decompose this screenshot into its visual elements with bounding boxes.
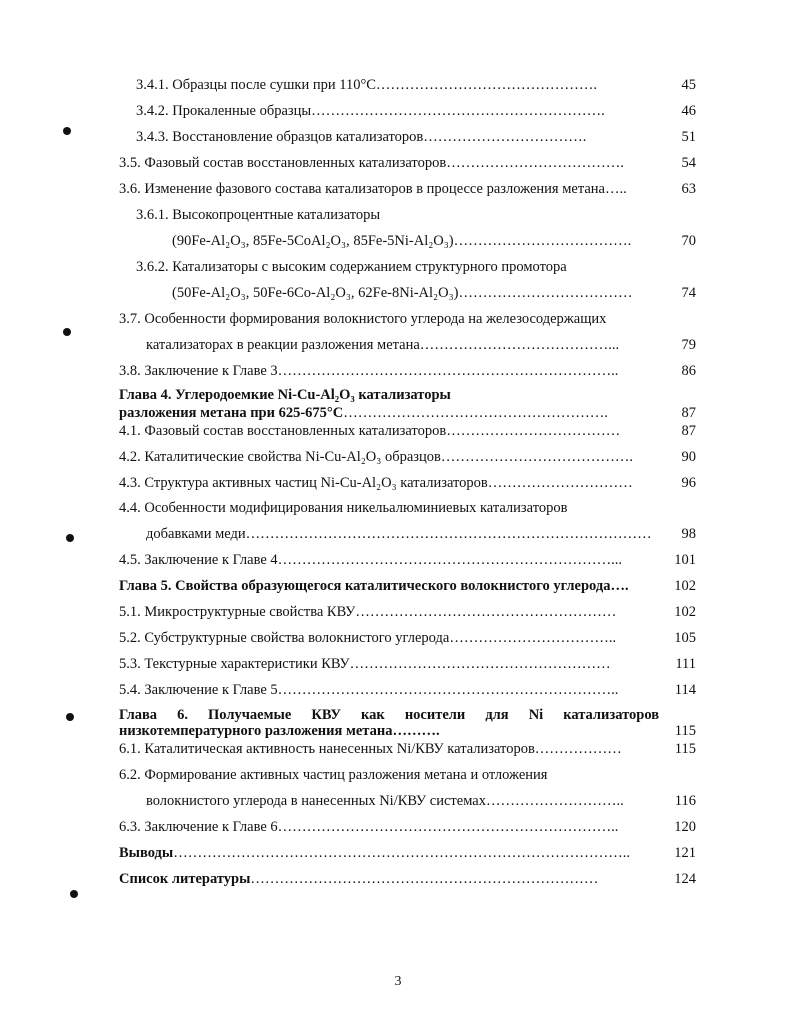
toc-chapter: Глава 5. Свойства образующегося каталитического волокнистого углерода…. xyxy=(119,578,629,594)
toc-chapter: Глава 6. Получаемые КВУ как носители для Ni катализаторов xyxy=(119,707,660,723)
toc-entry: 6.2. Формирование активных частиц разложения метана и отложения xyxy=(119,767,548,783)
toc-entry: 4.2. Каталитические свойства Ni-Cu-Al₂O₃ образцов…………………………………. xyxy=(119,449,633,465)
toc-page: 105 xyxy=(674,630,696,646)
scan-mark xyxy=(70,890,78,898)
toc-page: 120 xyxy=(674,819,696,835)
scan-mark xyxy=(66,534,74,542)
toc-entry: 3.5. Фазовый состав восстановленных катализаторов………………………………. xyxy=(119,155,624,171)
toc-entry: 6.1. Каталитическая активность нанесенных Ni/КВУ катализаторов……………… xyxy=(119,741,622,757)
toc-entry: 3.8. Заключение к Главе 3…………………………………………………………….. xyxy=(119,363,619,379)
toc-page: 98 xyxy=(681,526,696,542)
page-number: 3 xyxy=(394,974,402,989)
toc-chapter: Глава 4. Углеродоемкие Ni-Cu-Al₂O₃ катализаторы xyxy=(119,387,451,403)
toc-page: 87 xyxy=(681,423,696,439)
toc-chapter: разложения метана при 625-675°С………………………………………………. xyxy=(119,405,608,421)
toc-entry: 3.6.1. Высокопроцентные катализаторы xyxy=(136,207,381,223)
toc-page: 102 xyxy=(674,604,696,620)
toc-entry: Выводы………………………………………………………………………………….. xyxy=(119,845,630,861)
toc-entry: 6.3. Заключение к Главе 6…………………………………………………………….. xyxy=(119,819,619,835)
toc-page: 51 xyxy=(681,129,696,145)
toc-page: 90 xyxy=(681,449,696,465)
toc-page: 116 xyxy=(674,793,696,809)
toc-entry: волокнистого углерода в нанесенных Ni/КВУ системах……………………….. xyxy=(146,793,624,809)
toc-page: 87 xyxy=(681,405,696,421)
toc-entry: 5.2. Субструктурные свойства волокнистого углерода…………………………….. xyxy=(119,630,617,646)
toc-entry: 5.3. Текстурные характеристики КВУ……………………………………………… xyxy=(119,656,611,672)
scan-mark xyxy=(63,127,71,135)
toc-page: 101 xyxy=(674,552,696,568)
toc-page: 86 xyxy=(681,363,696,379)
toc-entry: 3.6. Изменение фазового состава катализаторов в процессе разложения метана….. xyxy=(119,181,627,197)
toc-page: 54 xyxy=(681,155,696,171)
toc-page: 46 xyxy=(681,103,696,119)
toc-entry: 4.1. Фазовый состав восстановленных катализаторов……………………………… xyxy=(119,423,621,439)
toc-page: 115 xyxy=(674,741,696,757)
toc-entry: 3.4.1. Образцы после сушки при 110°С………………………………………. xyxy=(136,77,598,93)
toc-page: 102 xyxy=(674,578,696,594)
toc-page: 79 xyxy=(681,337,696,353)
scan-mark xyxy=(66,713,74,721)
scan-mark xyxy=(63,328,71,336)
toc-entry: 3.7. Особенности формирования волокнистого углерода на железосодержащих xyxy=(119,311,607,327)
toc-entry: 3.4.3. Восстановление образцов катализаторов……………………………. xyxy=(136,129,587,145)
toc-page: 70 xyxy=(681,233,696,249)
toc-page: 111 xyxy=(675,656,696,672)
toc-entry: 4.5. Заключение к Главе 4……………………………………………………………... xyxy=(119,552,623,568)
toc-entry: 4.3. Структура активных частиц Ni-Cu-Al₂O₃ катализаторов………………………… xyxy=(119,475,633,491)
toc-entry: 3.6.2. Катализаторы с высоким содержанием структурного промотора xyxy=(136,259,567,275)
toc-entry: катализаторах в реакции разложения метана…………………………………... xyxy=(146,337,620,353)
toc-entry: 4.4. Особенности модифицирования никельалюминиевых катализаторов xyxy=(119,500,568,516)
toc-page: 96 xyxy=(681,475,696,491)
toc-entry: Список литературы……………………………………………………………… xyxy=(119,871,599,887)
toc-page: 121 xyxy=(674,845,696,861)
toc-entry: 5.1. Микроструктурные свойства КВУ……………………………………………… xyxy=(119,604,617,620)
toc-entry: 5.4. Заключение к Главе 5…………………………………………………………….. xyxy=(119,682,619,698)
toc-page: 63 xyxy=(681,181,696,197)
toc-entry: (90Fe-Al₂O₃, 85Fe-5CoAl₂O₃, 85Fe-5Ni-Al₂O₃)………………………………. xyxy=(172,233,632,249)
toc-page: 74 xyxy=(681,285,696,301)
toc-page: 114 xyxy=(674,682,696,698)
toc-entry: (50Fe-Al₂O₃, 50Fe-6Co-Al₂O₃, 62Fe-8Ni-Al₂O₃)……………………………… xyxy=(172,285,633,301)
toc-page: 124 xyxy=(674,871,696,887)
toc-chapter: низкотемпературного разложения метана………. xyxy=(119,723,440,739)
toc-page: 45 xyxy=(681,77,696,93)
toc-page: 115 xyxy=(674,723,696,739)
toc-entry: 3.4.2. Прокаленные образцы……………………………………………………. xyxy=(136,103,605,119)
toc-entry: добавками меди………………………………………………………………………… xyxy=(146,526,652,542)
